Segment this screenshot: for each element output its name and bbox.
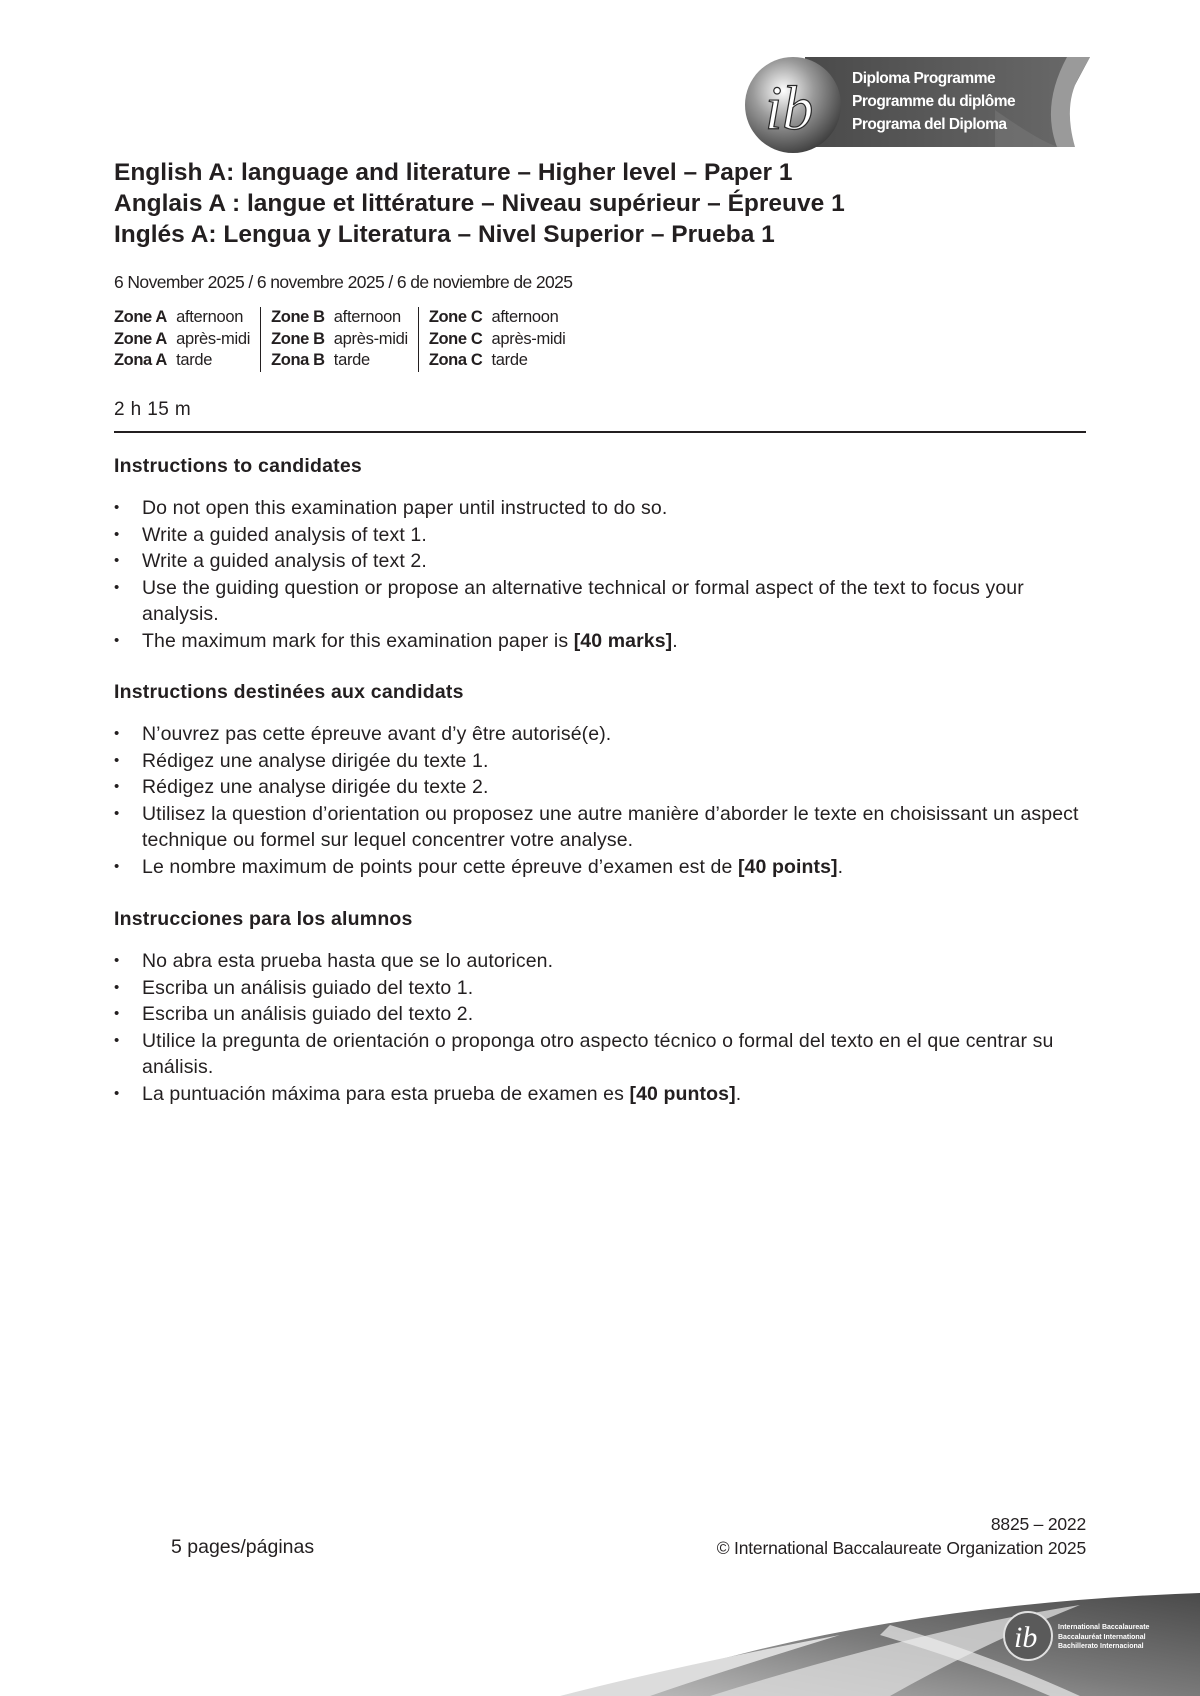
marks-value: [40 points]: [737, 855, 838, 878]
section-heading: Instructions to candidates: [114, 455, 362, 477]
logo-line-es: Programa del Diploma: [852, 116, 1007, 133]
zone-c-column: [418, 307, 576, 372]
marks-value: [40 marks]: [573, 629, 673, 652]
zone-time: après-midi: [176, 329, 251, 348]
org-name-en: International Baccalaureate: [1058, 1624, 1150, 1631]
list-item: • Use the guiding question or propose an alternative technical or formal aspect of the text to focus your analysis.: [114, 576, 1024, 625]
zone-time: après-midi: [491, 329, 566, 348]
exam-titles: [114, 157, 845, 250]
exam-date: 6 November 2025 / 6 novembre 2025 / 6 de noviembre de 2025: [114, 272, 573, 292]
zone-label: Zone A: [114, 308, 167, 326]
zone-label: Zone B: [271, 308, 325, 326]
ib-small-logo-icon: [1004, 1612, 1052, 1660]
list-item: • Utilice la pregunta de orientación o proponga otro aspecto técnico o formal del texto en el que centrar su análisis.: [114, 1029, 1054, 1078]
zone-a-column: [114, 307, 260, 372]
list-item: • Write a guided analysis of text 1.: [114, 522, 1094, 549]
zone-label: Zona B: [271, 351, 325, 369]
bullet-icon: •: [114, 804, 120, 822]
instructions-french: [114, 681, 1094, 880]
zone-label: Zona A: [114, 351, 167, 369]
list-item: • Utilisez la question d’orientation ou proposez une autre manière d’aborder le texte en choisissant un aspect technique ou formel sur lequel concentrer votre analyse.: [114, 802, 1079, 851]
zone-b-column: [260, 307, 418, 372]
list-item: • No abra esta prueba hasta que se lo autoricen.: [114, 948, 1094, 975]
bullet-icon: •: [114, 978, 120, 996]
bullet-icon: •: [114, 725, 120, 742]
zone-label: Zone A: [114, 329, 167, 348]
marks-value: [40 puntos]: [629, 1082, 736, 1105]
paper-code: 8825 – 2022: [990, 1514, 1086, 1534]
list-item: • La puntuación máxima para esta prueba de examen es [40 puntos].: [114, 1081, 1094, 1108]
instructions-english: [114, 455, 1094, 654]
zone-time: tarde: [333, 351, 370, 369]
zone-time: après-midi: [333, 329, 408, 348]
org-name-fr: Baccalauréat International: [1058, 1633, 1146, 1641]
bullet-icon: •: [114, 578, 120, 596]
header-divider: [114, 431, 1086, 433]
section-heading: Instructions destinées aux candidats: [114, 681, 464, 703]
ib-organization-name: [1058, 1623, 1149, 1652]
ib-mark: ib: [765, 75, 814, 143]
list-item: • Rédigez une analyse dirigée du texte 2.: [114, 774, 1094, 801]
section-heading: Instrucciones para los alumnos: [114, 908, 413, 930]
page-count: 5 pages/páginas: [171, 1536, 315, 1558]
bullet-icon: •: [114, 1005, 120, 1022]
zone-label: Zone B: [271, 329, 325, 348]
bullet-icon: •: [114, 552, 120, 569]
ib-small-mark: ib: [1014, 1621, 1038, 1654]
zones-table: [114, 307, 576, 372]
bullet-icon: •: [114, 499, 120, 516]
bullet-icon: •: [114, 952, 120, 969]
list-item: • Le nombre maximum de points pour cette épreuve d’examen est de [40 points].: [114, 854, 1094, 881]
bullet-icon: •: [114, 1031, 120, 1049]
zone-label: Zona C: [428, 351, 483, 369]
bullet-icon: •: [114, 857, 120, 875]
zone-time: afternoon: [333, 308, 401, 326]
list-item: • The maximum mark for this examination paper is [40 marks].: [114, 628, 1094, 655]
logo-line-en: Diploma Programme: [852, 70, 996, 87]
ib-letters-icon: [745, 55, 845, 155]
logo-line-fr: Programme du diplôme: [852, 93, 1016, 110]
bullet-icon: •: [114, 1084, 120, 1102]
zone-time: afternoon: [491, 308, 559, 326]
bullet-icon: •: [114, 631, 120, 649]
list-item: • Rédigez une analyse dirigée du texte 1.: [114, 748, 1094, 775]
list-item: • Write a guided analysis of text 2.: [114, 548, 1094, 575]
zone-time: afternoon: [176, 308, 244, 326]
list-item: • Escriba un análisis guiado del texto 2.: [114, 1001, 1094, 1028]
title-english: English A: language and literature – Higher level – Paper 1: [114, 159, 793, 186]
title-french: Anglais A : langue et littérature – Niveau supérieur – Épreuve 1: [114, 190, 845, 217]
zone-time: tarde: [491, 351, 528, 369]
instructions-spanish: [114, 908, 1094, 1107]
bullet-icon: •: [114, 525, 120, 543]
exam-duration: 2 h 15 m: [114, 399, 192, 420]
bullet-icon: •: [114, 751, 120, 769]
list-item: • N’ouvrez pas cette épreuve avant d’y être autorisé(e).: [114, 721, 1094, 748]
copyright: © International Baccalaureate Organization 2025: [716, 1538, 1086, 1558]
zone-label: Zone C: [428, 329, 483, 348]
list-item: • Escriba un análisis guiado del texto 1.: [114, 975, 1094, 1002]
zone-time: tarde: [176, 351, 213, 369]
title-spanish: Inglés A: Lengua y Literatura – Nivel Superior – Prueba 1: [114, 221, 775, 248]
org-name-es: Bachillerato Internacional: [1058, 1643, 1144, 1650]
zone-label: Zone C: [428, 308, 483, 326]
footer-info: [717, 1512, 1086, 1560]
bullet-icon: •: [114, 778, 120, 795]
list-item: • Do not open this examination paper until instructed to do so.: [114, 495, 1094, 522]
